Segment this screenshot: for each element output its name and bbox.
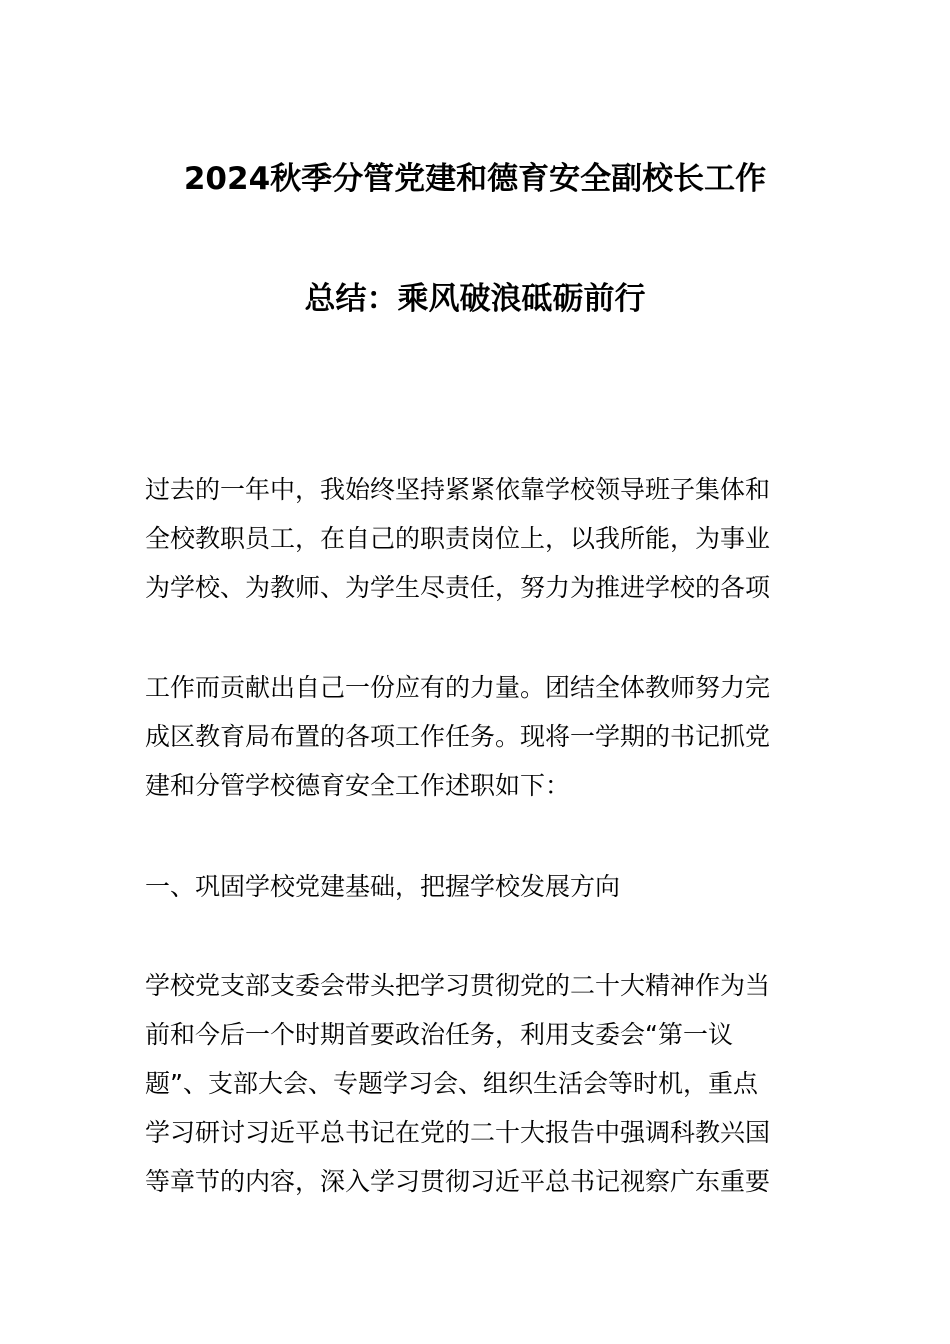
paragraph-line: 建和分管学校德育安全工作述职如下： <box>145 771 571 800</box>
paragraph-line: 学校党支部支委会带头把学习贯彻党的二十大精神作为当 <box>145 971 771 1000</box>
paragraph-line: 题”、支部大会、专题学习会、组织生活会等时机，重点 <box>145 1069 758 1098</box>
paragraph-continuation <box>145 663 810 810</box>
document-title-line-1: 2024秋季分管党建和德育安全副校长工作 <box>183 161 767 197</box>
section-heading-text: 一、巩固学校党建基础，把握学校发展方向 <box>145 872 621 901</box>
paragraph-line: 全校教职员工，在自己的职责岗位上，以我所能，为事业 <box>145 524 771 553</box>
paragraph-line: 过去的一年中，我始终坚持紧紧依靠学校领导班子集体和 <box>145 475 771 504</box>
paragraph-intro <box>145 465 810 612</box>
paragraph-line: 成区教育局布置的各项工作任务。现将一学期的书记抓党 <box>145 722 771 751</box>
paragraph-body <box>145 961 810 1206</box>
paragraph-line: 前和今后一个时期首要政治任务，利用支委会“第一议 <box>145 1020 733 1049</box>
paragraph-line: 等章节的内容，深入学习贯彻习近平总书记视察广东重要 <box>145 1167 771 1196</box>
paragraph-line: 学习研讨习近平总书记在党的二十大报告中强调科教兴国 <box>145 1118 771 1147</box>
paragraph-line: 为学校、为教师、为学生尽责任，努力为推进学校的各项 <box>145 573 771 602</box>
paragraph-line: 工作而贡献出自己一份应有的力量。团结全体教师努力完 <box>145 673 771 702</box>
section-heading <box>145 862 810 911</box>
document-title-line-2: 总结：乘风破浪砥砺前行 <box>304 281 646 317</box>
